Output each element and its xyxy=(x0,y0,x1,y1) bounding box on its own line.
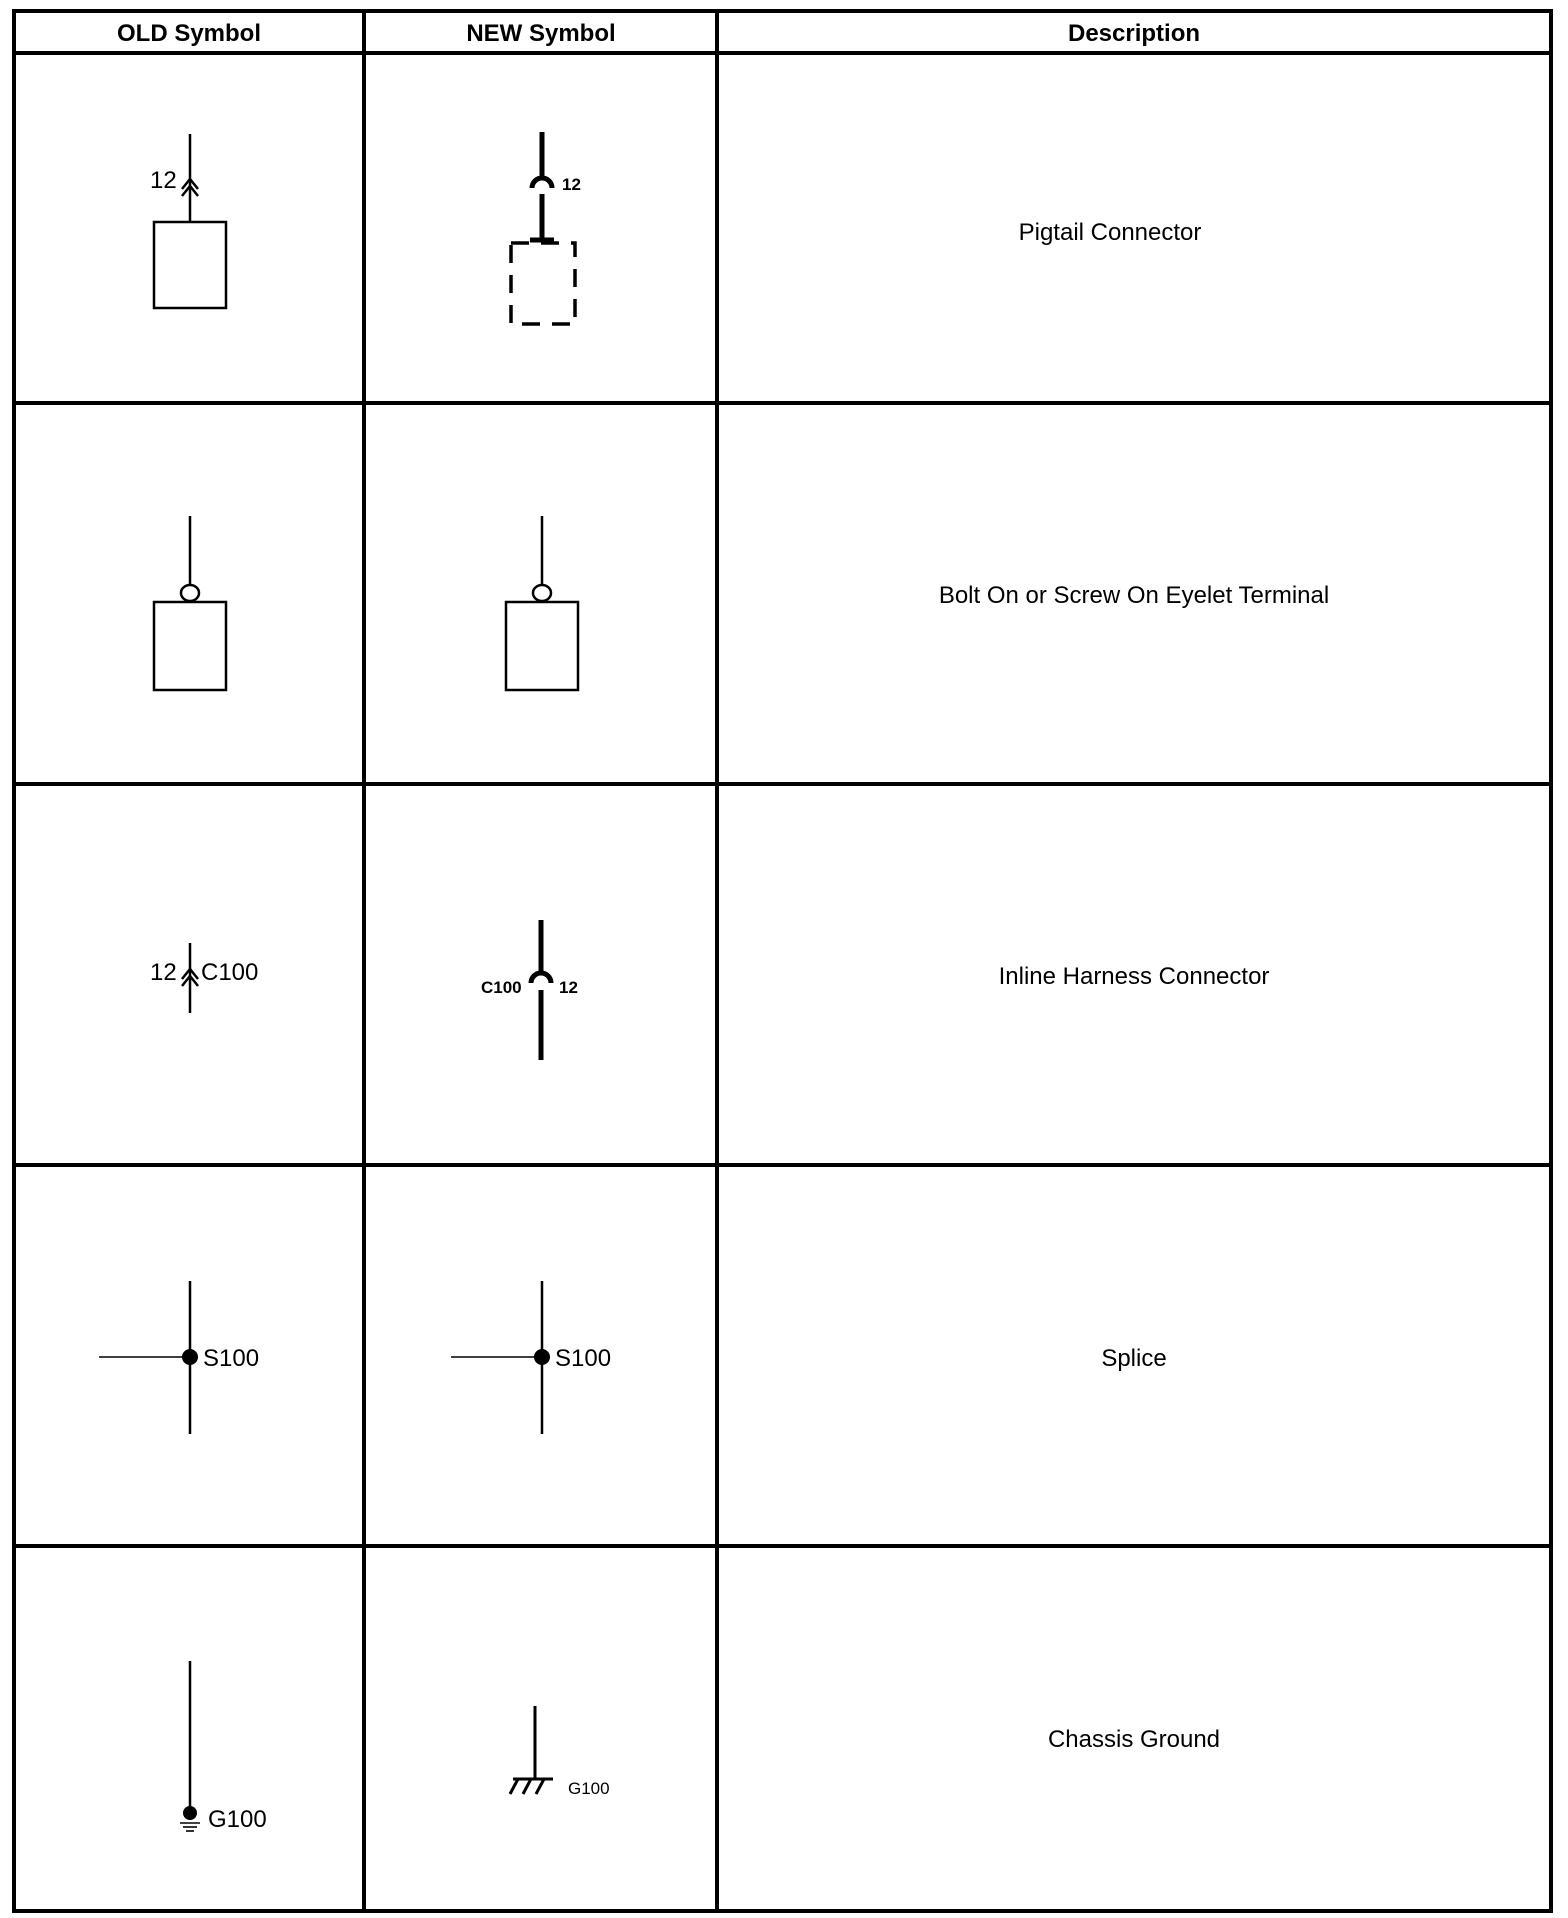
chassis-hatch-3 xyxy=(536,1779,544,1794)
row-chassis-ground xyxy=(180,1661,1220,1833)
old-pigtail-connector-symbol xyxy=(150,134,226,308)
description-text: Pigtail Connector xyxy=(1018,219,1202,246)
pin-number-label: 12 xyxy=(562,175,581,194)
chassis-hatch-2 xyxy=(523,1779,531,1794)
old-chassis-ground-symbol xyxy=(180,1661,267,1833)
eyelet-ring xyxy=(181,585,199,601)
header-old-symbol: OLD Symbol xyxy=(116,20,262,47)
old-splice-symbol xyxy=(99,1281,259,1434)
header-description: Description xyxy=(1067,20,1201,47)
chassis-hatch-1 xyxy=(510,1779,518,1794)
component-box xyxy=(154,222,226,308)
description-text: Bolt On or Screw On Eyelet Terminal xyxy=(938,582,1330,609)
description-text: Inline Harness Connector xyxy=(998,963,1270,990)
row-eyelet-terminal xyxy=(154,516,1329,690)
connector-id-label: C100 xyxy=(201,959,259,986)
row-splice xyxy=(99,1281,1167,1434)
row-pigtail-connector xyxy=(150,132,1201,324)
old-eyelet-terminal-symbol xyxy=(154,516,226,690)
splice-dot xyxy=(534,1349,550,1365)
ground-id-label: G100 xyxy=(568,1779,610,1798)
new-inline-harness-connector-symbol xyxy=(481,920,578,1060)
dashed-component-box xyxy=(511,243,575,324)
header-new-symbol: NEW Symbol xyxy=(466,20,616,47)
connector-arc xyxy=(531,973,551,983)
pin-number-label: 12 xyxy=(150,167,177,194)
splice-id-label: S100 xyxy=(203,1345,260,1372)
old-inline-harness-connector-symbol xyxy=(150,943,258,1013)
description-text: Chassis Ground xyxy=(1047,1726,1221,1753)
component-box xyxy=(154,602,226,690)
pin-number-label: 12 xyxy=(150,959,177,986)
new-chassis-ground-symbol xyxy=(510,1706,610,1798)
table-header xyxy=(117,20,1200,47)
ground-id-label: G100 xyxy=(208,1806,267,1833)
connector-arc xyxy=(532,178,552,188)
row-inline-harness-connector xyxy=(150,920,1269,1060)
splice-id-label: S100 xyxy=(555,1345,612,1372)
pin-number-label: 12 xyxy=(559,978,578,997)
connector-id-label: C100 xyxy=(481,978,522,997)
new-eyelet-terminal-symbol xyxy=(506,516,578,690)
splice-dot xyxy=(182,1349,198,1365)
description-text: Splice xyxy=(1101,1345,1167,1372)
eyelet-ring xyxy=(533,585,551,601)
ground-dot xyxy=(183,1806,197,1820)
component-box xyxy=(506,602,578,690)
new-pigtail-connector-symbol xyxy=(511,132,581,324)
new-splice-symbol xyxy=(451,1281,611,1434)
